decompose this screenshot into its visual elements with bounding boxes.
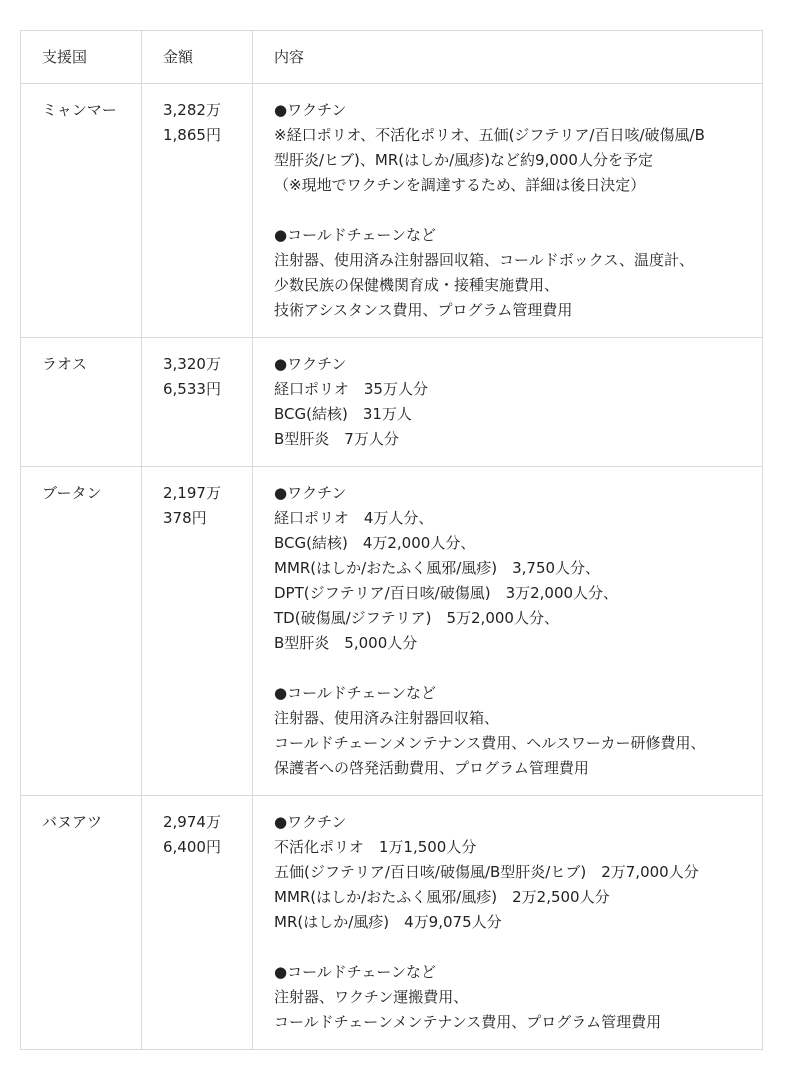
content-line: 保護者への啓発活動費用、プログラム管理費用 (274, 759, 589, 777)
content-line: 注射器、使用済み注射器回収箱、コールドボックス、温度計、 (274, 251, 695, 269)
content-line: 不活化ポリオ 1万1,500人分 (274, 838, 477, 856)
support-table (20, 30, 763, 1050)
content-line: B型肝炎 5,000人分 (274, 634, 418, 652)
content-line: コールドチェーンメンテナンス費用、プログラム管理費用 (274, 1013, 662, 1031)
content-line: ●ワクチン (274, 355, 347, 373)
content-line: B型肝炎 7万人分 (274, 430, 399, 448)
content-line: MR(はしか/風疹) 4万9,075人分 (274, 913, 502, 931)
header-content: 内容 (253, 31, 763, 84)
content-line (274, 656, 741, 681)
content-line: 経口ポリオ 35万人分 (274, 380, 428, 398)
content-line: コールドチェーンメンテナンス費用、ヘルスワーカー研修費用、 (274, 734, 706, 752)
content-line: 注射器、使用済み注射器回収箱、 (274, 709, 500, 727)
content-line: ●ワクチン (274, 101, 347, 119)
amount-cell (142, 467, 253, 796)
content-line: ●コールドチェーンなど (274, 963, 437, 981)
content-line: 経口ポリオ 4万人分、 (274, 509, 434, 527)
content-line: 注射器、ワクチン運搬費用、 (274, 988, 469, 1006)
country-cell: ミャンマー (21, 84, 142, 338)
amount-line: 1,865円 (163, 126, 221, 144)
content-line: ●ワクチン (274, 484, 347, 502)
content-line: BCG(結核) 31万人 (274, 405, 412, 423)
content-line: 五価(ジフテリア/百日咳/破傷風/B型肝炎/ヒブ) 2万7,000人分 (274, 863, 699, 881)
header-amount: 金額 (142, 31, 253, 84)
content-line: 少数民族の保健機関育成・接種実施費用、 (274, 276, 560, 294)
table-row (21, 84, 763, 338)
amount-line: 6,533円 (163, 380, 221, 398)
content-line (274, 198, 741, 223)
content-line: （※現地でワクチンを調達するため、詳細は後日決定） (274, 176, 646, 194)
content-line (274, 935, 741, 960)
content-cell (253, 467, 763, 796)
amount-cell (142, 796, 253, 1050)
content-line: ●コールドチェーンなど (274, 226, 437, 244)
content-line: 型肝炎/ヒブ)、MR(はしか/風疹)など約9,000人分を予定 (274, 151, 653, 169)
content-line: ※経口ポリオ、不活化ポリオ、五価(ジフテリア/百日咳/破傷風/B (274, 126, 705, 144)
amount-line: 2,974万 (163, 813, 221, 831)
table-row (21, 796, 763, 1050)
country-cell: ラオス (21, 338, 142, 467)
amount-line: 2,197万 (163, 484, 221, 502)
amount-line: 3,320万 (163, 355, 221, 373)
amount-cell (142, 338, 253, 467)
header-row (21, 31, 763, 84)
table-row (21, 467, 763, 796)
content-line: MMR(はしか/おたふく風邪/風疹) 3,750人分、 (274, 559, 601, 577)
amount-line: 378円 (163, 509, 207, 527)
header-country: 支援国 (21, 31, 142, 84)
amount-line: 6,400円 (163, 838, 221, 856)
table-row (21, 338, 763, 467)
content-line: 技術アシスタンス費用、プログラム管理費用 (274, 301, 573, 319)
content-line: DPT(ジフテリア/百日咳/破傷風) 3万2,000人分、 (274, 584, 619, 602)
amount-cell (142, 84, 253, 338)
amount-line: 3,282万 (163, 101, 221, 119)
content-line: ●ワクチン (274, 813, 347, 831)
country-cell: バヌアツ (21, 796, 142, 1050)
content-line: MMR(はしか/おたふく風邪/風疹) 2万2,500人分 (274, 888, 610, 906)
country-cell: ブータン (21, 467, 142, 796)
content-cell (253, 84, 763, 338)
content-cell (253, 796, 763, 1050)
content-line: TD(破傷風/ジフテリア) 5万2,000人分、 (274, 609, 559, 627)
content-line: BCG(結核) 4万2,000人分、 (274, 534, 476, 552)
content-cell (253, 338, 763, 467)
content-line: ●コールドチェーンなど (274, 684, 437, 702)
